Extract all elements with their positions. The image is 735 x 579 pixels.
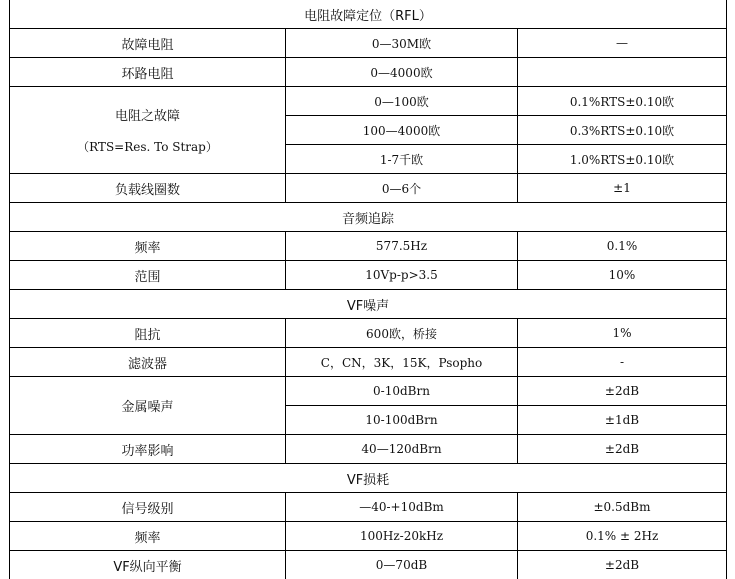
row-range: 0-10dBrn — [286, 377, 518, 406]
table-row — [10, 493, 727, 522]
row-range: C，CN，3K，15K，Psopho — [286, 348, 518, 377]
row-label: 电阻之故障 — [115, 109, 180, 124]
section-header-vf-loss: VF损耗 — [10, 464, 727, 493]
row-label: VF纵向平衡 — [10, 551, 286, 579]
table-row — [10, 58, 727, 87]
table-row — [10, 377, 727, 406]
row-accuracy: 1% — [518, 319, 727, 348]
row-accuracy: 10% — [518, 261, 727, 290]
row-range: —40-+10dBm — [286, 493, 518, 522]
row-label: 频率 — [10, 232, 286, 261]
section-row — [10, 203, 727, 232]
row-range: 40—120dBrn — [286, 435, 518, 464]
row-accuracy: ±1dB — [518, 406, 727, 435]
section-header-vf-noise: VF噪声 — [10, 290, 727, 319]
table-row — [10, 435, 727, 464]
row-label: 滤波器 — [10, 348, 286, 377]
row-range: 100Hz-20kHz — [286, 522, 518, 551]
row-sublabel: （RTS=Res. To Strap） — [10, 138, 285, 155]
row-range: 0—30M欧 — [286, 29, 518, 58]
row-accuracy: ±2dB — [518, 551, 727, 579]
row-range: 100—4000欧 — [286, 116, 518, 145]
row-label: 故障电阻 — [10, 29, 286, 58]
row-range: 10Vp-p>3.5 — [286, 261, 518, 290]
row-range: 10-100dBrn — [286, 406, 518, 435]
row-range: 577.5Hz — [286, 232, 518, 261]
table-row — [10, 29, 727, 58]
row-label: 负载线圈数 — [10, 174, 286, 203]
row-accuracy: ±1 — [518, 174, 727, 203]
section-header-rfl: 电阻故障定位（RFL） — [10, 0, 727, 29]
table-row — [10, 174, 727, 203]
row-accuracy: ±2dB — [518, 377, 727, 406]
table-row — [10, 87, 727, 116]
table-row — [10, 319, 727, 348]
section-row — [10, 0, 727, 29]
spec-table — [9, 0, 727, 579]
row-accuracy: 1.0%RTS±0.10欧 — [518, 145, 727, 174]
table-row — [10, 348, 727, 377]
row-accuracy: ±2dB — [518, 435, 727, 464]
row-label: 阻抗 — [10, 319, 286, 348]
table-row — [10, 551, 727, 579]
row-label: 信号级别 — [10, 493, 286, 522]
table-row — [10, 522, 727, 551]
section-header-audio: 音频追踪 — [10, 203, 727, 232]
row-label: 功率影响 — [10, 435, 286, 464]
row-accuracy: - — [518, 348, 727, 377]
row-label: 频率 — [10, 522, 286, 551]
row-label: 环路电阻 — [10, 58, 286, 87]
row-accuracy: ±0.5dBm — [518, 493, 727, 522]
table-row — [10, 232, 727, 261]
row-accuracy: 0.1% — [518, 232, 727, 261]
row-accuracy: 0.1% ± 2Hz — [518, 522, 727, 551]
row-range: 1-7千欧 — [286, 145, 518, 174]
table-row — [10, 261, 727, 290]
row-label: 金属噪声 — [10, 377, 286, 435]
row-range: 0—70dB — [286, 551, 518, 579]
row-accuracy: 0.3%RTS±0.10欧 — [518, 116, 727, 145]
section-row — [10, 290, 727, 319]
section-row — [10, 464, 727, 493]
row-range: 0—100欧 — [286, 87, 518, 116]
row-range: 0—6个 — [286, 174, 518, 203]
row-label: 范围 — [10, 261, 286, 290]
row-accuracy: 0.1%RTS±0.10欧 — [518, 87, 727, 116]
row-label-group — [10, 87, 286, 174]
row-accuracy: — — [518, 29, 727, 58]
row-range: 600欧，桥接 — [286, 319, 518, 348]
row-accuracy — [518, 58, 727, 87]
row-range: 0—4000欧 — [286, 58, 518, 87]
